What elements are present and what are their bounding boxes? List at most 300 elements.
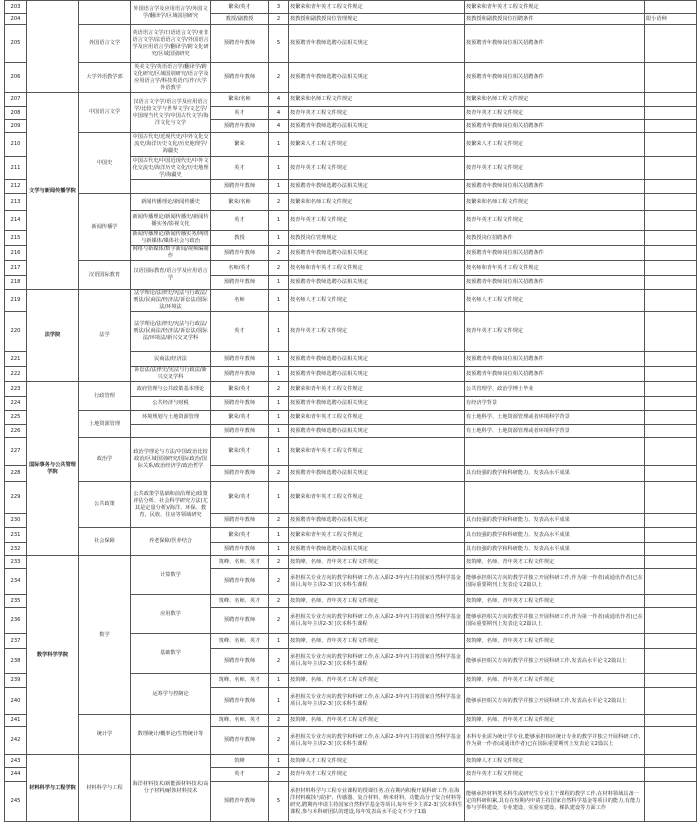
cell-note [645,180,697,194]
cell-req: 按预聘青年教师岗位相关招聘条件 [465,367,645,382]
cell-type: 预聘青年教师 [211,688,269,715]
cell-num: 2 [269,63,289,93]
cell-method: 按预聘青年教师选聘办法相关规定 [289,25,465,63]
cell-dept: 统计学 [79,715,131,755]
cell-req: 本科专业需为统计学专业,能够承担相应统计专业的教学并独立开展科研工作,作为第一作者(或通讯作者)已在国际重要期刊上发表论文2篇以上 [465,727,645,755]
cell-no: 224 [5,397,27,411]
cell-type: 预聘青年教师 [211,397,269,411]
cell-no: 219 [5,290,27,312]
cell-note [645,727,697,755]
cell-type: 筑峰、名师、英才 [211,556,269,569]
cell-type: 英才 [211,768,269,782]
cell-req: 有土地科学、土地资源管理或者环境科学背景 [465,411,645,425]
cell-req: 按预聘青年教师岗位相关招聘条件 [465,120,645,133]
cell-college: 数学科学学院 [27,556,79,755]
cell-dept: 法学 [79,290,131,382]
cell-no: 206 [5,63,27,93]
cell-method: 按预聘青年教师选聘办法相关规定 [289,425,465,438]
cell-type: 预聘青年教师 [211,25,269,63]
cell-disc: 民商法/经济法 [131,352,211,367]
cell-type: 预聘青年教师 [211,367,269,382]
cell-req: 按筑峰、名师、青年英才工程文件规定 [465,634,645,649]
cell-dept: 材料科学与工程 [79,755,131,822]
cell-method: 承担相关专业方向的教学和科研工作,在入职2-3年内主持国家自然科学基金项目,每年主讲2-3门次本科生课程 [289,688,465,715]
cell-no: 242 [5,727,27,755]
cell-note [645,466,697,482]
cell-dept: 社会保障 [79,528,131,556]
cell-no: 211 [5,157,27,180]
cell-type: 预聘青年教师 [211,425,269,438]
cell-req: 按名师和青年英才工程文件规定 [465,261,645,276]
cell-dept: 外国语言文学 [79,25,131,63]
cell-req: 有经济学背景 [465,397,645,411]
cell-no: 230 [5,514,27,528]
cell-req: 按青年英才工程文件规定 [465,157,645,180]
cell-type: 名师 [211,290,269,312]
cell-disc: 外国语言学及应用语言学/外国文学/翻译学/区域国别研究 [131,1,211,25]
cell-disc: 法学理论/法律史/宪法与行政法/刑法/民商法/经济法/诉讼法/国际法/环境法/新兴交叉学科 [131,312,211,352]
cell-note [645,595,697,608]
cell-type: 预聘青年教师 [211,180,269,194]
table-row [5,528,697,543]
cell-num: 2 [269,194,289,211]
cell-req: 按预聘青年教师岗位相关招聘条件 [465,25,645,63]
cell-college: 国际事务与公共管理学院 [27,382,79,556]
cell-note [645,514,697,528]
table-row [5,438,697,466]
cell-method: 按教授岗位管理规定 [289,231,465,246]
cell-disc: 环境规划与土地资源管理 [131,411,211,425]
cell-req: 按繁荣和名师工程文件规定 [465,93,645,107]
cell-disc: 新闻传播理论/新闻传播史/新闻传播实务/影视文化 [131,211,211,231]
cell-method: 按青年英才工程文件规定 [289,768,465,782]
cell-note [645,211,697,231]
cell-method: 按繁荣和青年英才工程文件规定 [289,411,465,425]
cell-req: 按筑峰、名师、青年英才工程文件规定 [465,595,645,608]
cell-note [645,556,697,569]
cell-disc: 海洋材料技术/新能源材料技术/高分子材料/耐蚀材料技术 [131,755,211,822]
cell-dept: 新闻传播学 [79,194,131,261]
cell-req: 具有较强的教学和科研能力、发表高水平成果 [465,543,645,556]
cell-no: 221 [5,352,27,367]
cell-req: 具有较强的教学和科研能力、发表高水平成果 [465,514,645,528]
cell-method: 按预聘青年教师选聘办法相关规定 [289,276,465,290]
cell-type: 预聘青年教师 [211,569,269,595]
table-row [5,290,697,312]
cell-no: 245 [5,782,27,822]
cell-type: 繁荣/英才 [211,438,269,466]
cell-method: 按预聘青年教师选聘办法相关规定 [289,543,465,556]
cell-no: 216 [5,246,27,261]
cell-num: 1 [269,634,289,649]
cell-note [645,93,697,107]
cell-note [645,438,697,466]
cell-num: 1 [269,157,289,180]
cell-note [645,649,697,674]
cell-dept: 政治学 [79,438,131,482]
cell-disc: 数理统计/概率论/生物统计等 [131,715,211,755]
cell-num: 1 [269,425,289,438]
cell-dept: 汉语国际教育 [79,261,131,290]
cell-method: 按筑峰、名师、青年英才工程文件规定 [289,595,465,608]
cell-req: 按教授和副教授岗位招聘条件 [465,14,645,25]
cell-no: 217 [5,261,27,276]
cell-note [645,674,697,688]
cell-method: 承担相关专业方向的教学和科研工作,在入职2-3年内主持国家自然科学基金项目,每年主讲2-3门次本科生课程 [289,569,465,595]
cell-num: 1 [269,352,289,367]
cell-disc: 新闻传播理论/新闻传播史 [131,194,211,211]
table-row [5,1,697,14]
cell-num: 1 [269,180,289,194]
cell-method: 按筑峰人才工程文件规定 [289,755,465,768]
cell-no: 237 [5,634,27,649]
cell-note [645,543,697,556]
cell-req: 按预聘青年教师岗位相关招聘条件 [465,180,645,194]
cell-dept: 中国语言文学 [79,93,131,133]
cell-req: 按青年英才工程文件规定 [465,107,645,120]
cell-no: 241 [5,715,27,727]
cell-no: 232 [5,543,27,556]
table-row [5,556,697,569]
cell-no: 229 [5,482,27,514]
cell-req: 能够承担相关方向的教学并独立开展科研工作,作为第一作者(或通讯作者)已在国际重要期刊上发表论文2篇以上 [465,608,645,634]
cell-note [645,261,697,276]
cell-num: 1 [269,276,289,290]
cell-req: 按教授岗位招聘条件 [465,231,645,246]
cell-disc: 运筹学与控制论 [131,674,211,715]
cell-type: 英才 [211,211,269,231]
cell-dept: 行政管理 [79,382,131,411]
table-row [5,482,697,514]
cell-method: 承担相关专业方向的教学和科研工作,在入职2-3年内主持国家自然科学基金项目,每年主讲2-3门次本科生课程 [289,608,465,634]
cell-method: 按筑峰、名师、青年英才工程文件规定 [289,634,465,649]
cell-req: 按筑峰、名师、青年英才工程文件规定 [465,674,645,688]
cell-req: 能够承担相关方向的教学并独立开展科研工作,发表高水平论文2篇以上 [465,649,645,674]
cell-no: 212 [5,180,27,194]
cell-method: 按教授和副教授岗位管理规定 [289,14,465,25]
recruitment-table [4,0,697,822]
cell-no: 236 [5,608,27,634]
cell-note [645,1,697,14]
cell-method: 承担材料科学与工程专业课程的授课任务,在在期内积极开展科研工作,在海洋材料腐蚀与防护、传感器、复合材料、纳米材料、功能高分子复合材料等研究,聘期内申请主持国家自然科学基金等项目,每年至少主讲2-3门次本科生课程,参与本科研团队的建设,每年发表高水平论文不少于1篇 [289,782,465,822]
cell-num: 3 [269,1,289,14]
table-row [5,715,697,727]
cell-type: 预聘青年教师 [211,120,269,133]
cell-type: 预聘青年教师 [211,63,269,93]
cell-no: 214 [5,211,27,231]
cell-no: 234 [5,569,27,595]
cell-dept: 公共政策 [79,482,131,528]
cell-num: 1 [269,688,289,715]
table-row [5,261,697,276]
cell-note [645,782,697,822]
cell-no: 213 [5,194,27,211]
cell-no: 204 [5,14,27,25]
cell-disc: 政治学理论与方法/中国政治比较政治/区域国别研究/国际政治/国际关系/政治经济学/政治哲学 [131,438,211,482]
cell-req: 有土地科学、土地资源管理或者环境科学背景 [465,425,645,438]
cell-note [645,755,697,768]
cell-num: 1 [269,482,289,514]
cell-method: 按青年英才工程文件规定 [289,107,465,120]
cell-req: 能够承担相关方向的教学并独立开展科研工作,发表高水平论文2篇以上 [465,688,645,715]
cell-num: 1 [269,133,289,157]
cell-disc: 网络与新媒体/数字新闻/视频编制作 [132,246,209,259]
cell-type: 教授 [211,231,269,246]
cell-num: 2 [269,768,289,782]
cell-no: 240 [5,688,27,715]
cell-note [645,157,697,180]
cell-note [645,276,697,290]
cell-disc: 英美文学/英语语言学/翻译学/跨文化研究/区域国别研究/语言学及应用语言学/科技英语/写作/大学外语教学 [132,63,209,91]
cell-note [645,120,697,133]
cell-req: 按筑峰、名师、青年英才工程文件规定 [465,556,645,569]
cell-num: 1 [269,438,289,466]
cell-disc: 法学理论/法律史/宪法与行政法/刑法/民商法/经济法/诉讼法/国际法/环境法 [131,290,211,312]
cell-method: 按繁荣和名师工程文件规定 [289,93,465,107]
cell-dept: 中国史 [79,133,131,194]
cell-college: 法学院 [27,290,79,382]
cell-num: 4 [269,93,289,107]
cell-college: 材料科学与工程学院 [27,755,79,822]
cell-no: 207 [5,93,27,107]
cell-disc: 中国古代史/近现代史/中外文化交流史/海洋历史文化/历史地理学/海疆史 [131,133,211,157]
cell-type: 教授/副教授 [211,14,269,25]
cell-method: 按筑峰、名师、青年英才工程文件规定 [289,674,465,688]
cell-type: 预聘青年教师 [211,514,269,528]
cell-method: 按繁荣人才工程文件规定 [289,133,465,157]
cell-note [645,25,697,63]
cell-dept: 大学外语教学部 [79,63,131,93]
cell-no: 238 [5,649,27,674]
cell-req: 具有较强的教学和科研能力、发表高水平成果 [465,528,645,543]
cell-no: 218 [5,276,27,290]
cell-num: 1 [269,528,289,543]
cell-no: 244 [5,768,27,782]
cell-num: 2 [269,608,289,634]
table-row [5,755,697,768]
cell-req: 具有较强的教学和科研能力、发表高水平成果 [465,466,645,482]
cell-note [645,231,697,246]
cell-no: 227 [5,438,27,466]
cell-num: 1 [269,543,289,556]
cell-method: 按预聘青年教师选聘办法相关规定 [289,180,465,194]
cell-type: 英才 [211,107,269,120]
cell-disc: 汉语言文字学/语言学及应用语言学/比较文学与世界文学/文艺学/中国现当代文学/中国古代文学/海洋文化与文学 [131,93,211,133]
cell-method: 按预聘青年教师选聘办法相关规定 [289,120,465,133]
cell-req: 能够承担材料类本科生或研究生专业主干课程的教学工作,在材料领域具备一定的科研积累,具有在短期内申请主持国家自然科学基金等项目的能力,有能力参与学科建设、专业建设、实验室建设、梯队建设等方面工作 [465,782,645,822]
cell-dept: 数学 [79,556,131,715]
cell-note [645,688,697,715]
cell-num: 4 [269,107,289,120]
table-row [5,411,697,425]
cell-num: 2 [269,556,289,569]
cell-method: 按青年英才工程文件规定 [289,312,465,352]
cell-no: 243 [5,755,27,768]
cell-method: 按名师和青年英才工程文件规定 [289,261,465,276]
cell-no: 231 [5,528,27,543]
cell-req: 按预聘青年教师岗位相关招聘条件 [465,246,645,261]
cell-method: 按青年英才工程文件规定 [289,157,465,180]
cell-type: 筑峰、名师、英才 [211,674,269,688]
cell-type: 繁荣/名师 [211,194,269,211]
cell-method: 按繁荣和青年英才工程文件规定 [289,1,465,14]
cell-num: 1 [269,231,289,246]
cell-type: 预聘青年教师 [211,543,269,556]
table-row [5,382,697,397]
table-row [5,63,697,93]
cell-disc [131,425,211,438]
cell-req [465,482,645,514]
cell-type: 繁荣/英才 [211,411,269,425]
cell-method: 按繁荣和名师工程文件规定 [289,194,465,211]
cell-type: 繁荣 [211,133,269,157]
cell-disc: 诉讼法/法律史/宪法与行政法/新兴交叉学科 [131,367,211,382]
table-row [5,25,697,63]
cell-dept: 土地资源管理 [79,411,131,438]
cell-no: 215 [5,231,27,246]
cell-type: 繁荣/英才 [211,528,269,543]
cell-note [645,528,697,543]
cell-num: 1 [269,367,289,382]
cell-type: 名师/英才 [211,261,269,276]
cell-method: 按繁荣和青年英才工程文件规定 [289,482,465,514]
cell-no: 210 [5,133,27,157]
cell-req: 按预聘青年教师岗位相关招聘条件 [465,276,645,290]
cell-num: 1 [269,674,289,688]
cell-note [645,246,697,261]
cell-num: 2 [269,569,289,595]
cell-disc: 中国古代史/中国近现代史/中外文化交流史/海洋历史文化/历史地理学/海疆史 [132,157,209,178]
cell-num: 1 [269,755,289,768]
cell-method: 按预聘青年教师选聘办法相关规定 [289,514,465,528]
cell-note [645,367,697,382]
cell-method: 按青年英才工程文件规定 [289,211,465,231]
cell-num: 2 [269,382,289,397]
cell-type: 筑峰、名师、英才 [211,634,269,649]
cell-method: 按繁荣和青年英才工程文件规定 [289,438,465,466]
cell-type: 预聘青年教师 [211,246,269,261]
cell-note [645,411,697,425]
cell-type: 繁荣/英才 [211,1,269,14]
cell-method: 按名师人才工程文件规定 [289,290,465,312]
cell-req: 按青年英才工程文件规定 [465,211,645,231]
cell-no: 225 [5,411,27,425]
cell-type: 预聘青年教师 [211,608,269,634]
cell-disc: 政府管理与公共政策基本理论 [131,382,211,397]
cell-disc: 公共政策学基础和前沿理论/政策评估分析、社会科学研究方法(尤其是定量分析)/海洋、环保、教育、民族、住房等领域研究 [131,482,211,528]
cell-disc: 汉语国际教育/语言学及应用语言学 [131,261,211,290]
cell-dept [79,1,131,25]
table-row [5,93,697,107]
cell-note [645,194,697,211]
cell-req: 公共管理学、政治学博士毕业 [465,382,645,397]
cell-num: 2 [269,715,289,727]
cell-type: 预聘青年教师 [211,727,269,755]
cell-note [645,569,697,595]
cell-note [645,107,697,120]
cell-req: 能够承担相关方向的教学并独立开展科研工作,作为第一作者(或通讯作者)已在国际重要期刊上发表论文2篇以上 [465,569,645,595]
cell-num: 1 [269,411,289,425]
cell-num: 2 [269,649,289,674]
cell-type: 筑峰、名师、英才 [211,715,269,727]
cell-disc: 英语语言文学/日语语言文学/亚非语言文学/法语语言文学/外国语言学及应用语言学/翻译学/跨文化研究/区域国别研究 [131,25,211,63]
cell-num: 2 [269,261,289,276]
cell-note [645,482,697,514]
cell-college: 文学与新闻传播学院 [27,93,79,290]
cell-note [645,133,697,157]
cell-type: 繁荣/英才 [211,482,269,514]
cell-no: 222 [5,367,27,382]
cell-method: 按繁荣和青年英才工程文件规定 [289,382,465,397]
cell-req: 按繁荣和名师工程文件规定 [465,194,645,211]
cell-no: 235 [5,595,27,608]
cell-type: 预聘青年教师 [211,352,269,367]
cell-num: 1 [269,211,289,231]
cell-type: 预聘青年教师 [211,782,269,822]
cell-type: 筑峰、名师、英才 [211,595,269,608]
cell-method: 按筑峰、名师、青年英才工程文件规定 [289,556,465,569]
cell-no: 220 [5,312,27,352]
cell-note: 限小语种 [645,14,697,25]
cell-note [645,382,697,397]
cell-no: 228 [5,466,27,482]
cell-req: 按预聘青年教师岗位相关招聘条件 [465,63,645,93]
cell-note [645,425,697,438]
cell-req: 按繁荣人才工程文件规定 [465,133,645,157]
cell-disc: 应用数学 [131,595,211,634]
cell-num: 2 [269,727,289,755]
cell-num: 2 [269,246,289,261]
cell-num: 2 [269,514,289,528]
cell-req: 按预聘青年教师岗位相关招聘条件 [465,352,645,367]
cell-disc: 养老保障/医养结合 [131,528,211,556]
cell-disc: 计算数学 [131,556,211,595]
cell-note [645,768,697,782]
cell-method: 按筑峰、名师、青年英才工程文件规定 [289,715,465,727]
cell-no: 203 [5,1,27,14]
cell-num: 2 [269,14,289,25]
cell-num: 4 [269,120,289,133]
cell-note [645,290,697,312]
cell-disc: 基础数学 [131,634,211,674]
cell-note [645,608,697,634]
cell-note [645,63,697,93]
cell-req: 按繁荣和青年英才工程文件规定 [465,1,645,14]
cell-num: 5 [269,782,289,822]
table-row [5,133,697,157]
cell-type: 英才 [211,312,269,352]
cell-req: 按青年英才工程文件规定 [465,768,645,782]
cell-num: 1 [269,312,289,352]
cell-type: 繁荣/名师 [211,93,269,107]
cell-no: 226 [5,425,27,438]
cell-method: 按繁荣和青年英才工程文件规定 [289,528,465,543]
table-row [5,194,697,211]
cell-req: 按青年英才工程文件规定 [465,312,645,352]
cell-no: 205 [5,25,27,63]
cell-no: 209 [5,120,27,133]
cell-disc: 新闻传播理论/新闻传播实务/网络与新媒体/媒体社会与政治 [132,231,209,244]
cell-req: 按名师人才工程文件规定 [465,290,645,312]
cell-method: 承担相关专业方向的教学和科研工作,在入职2-3年内主持国家自然科学基金项目,每年主讲2-3门次本科生课程 [289,727,465,755]
cell-num: 5 [269,25,289,63]
cell-method: 按预聘青年教师选聘办法相关规定 [289,63,465,93]
cell-disc: 公共经济与财税 [131,397,211,411]
cell-num: 2 [269,466,289,482]
cell-method: 承担相关专业方向的教学和科研工作,在入职2-3年内主持国家自然科学基金项目,每年主讲2-3门次本科生课程 [289,649,465,674]
cell-note [645,397,697,411]
cell-no: 233 [5,556,27,569]
